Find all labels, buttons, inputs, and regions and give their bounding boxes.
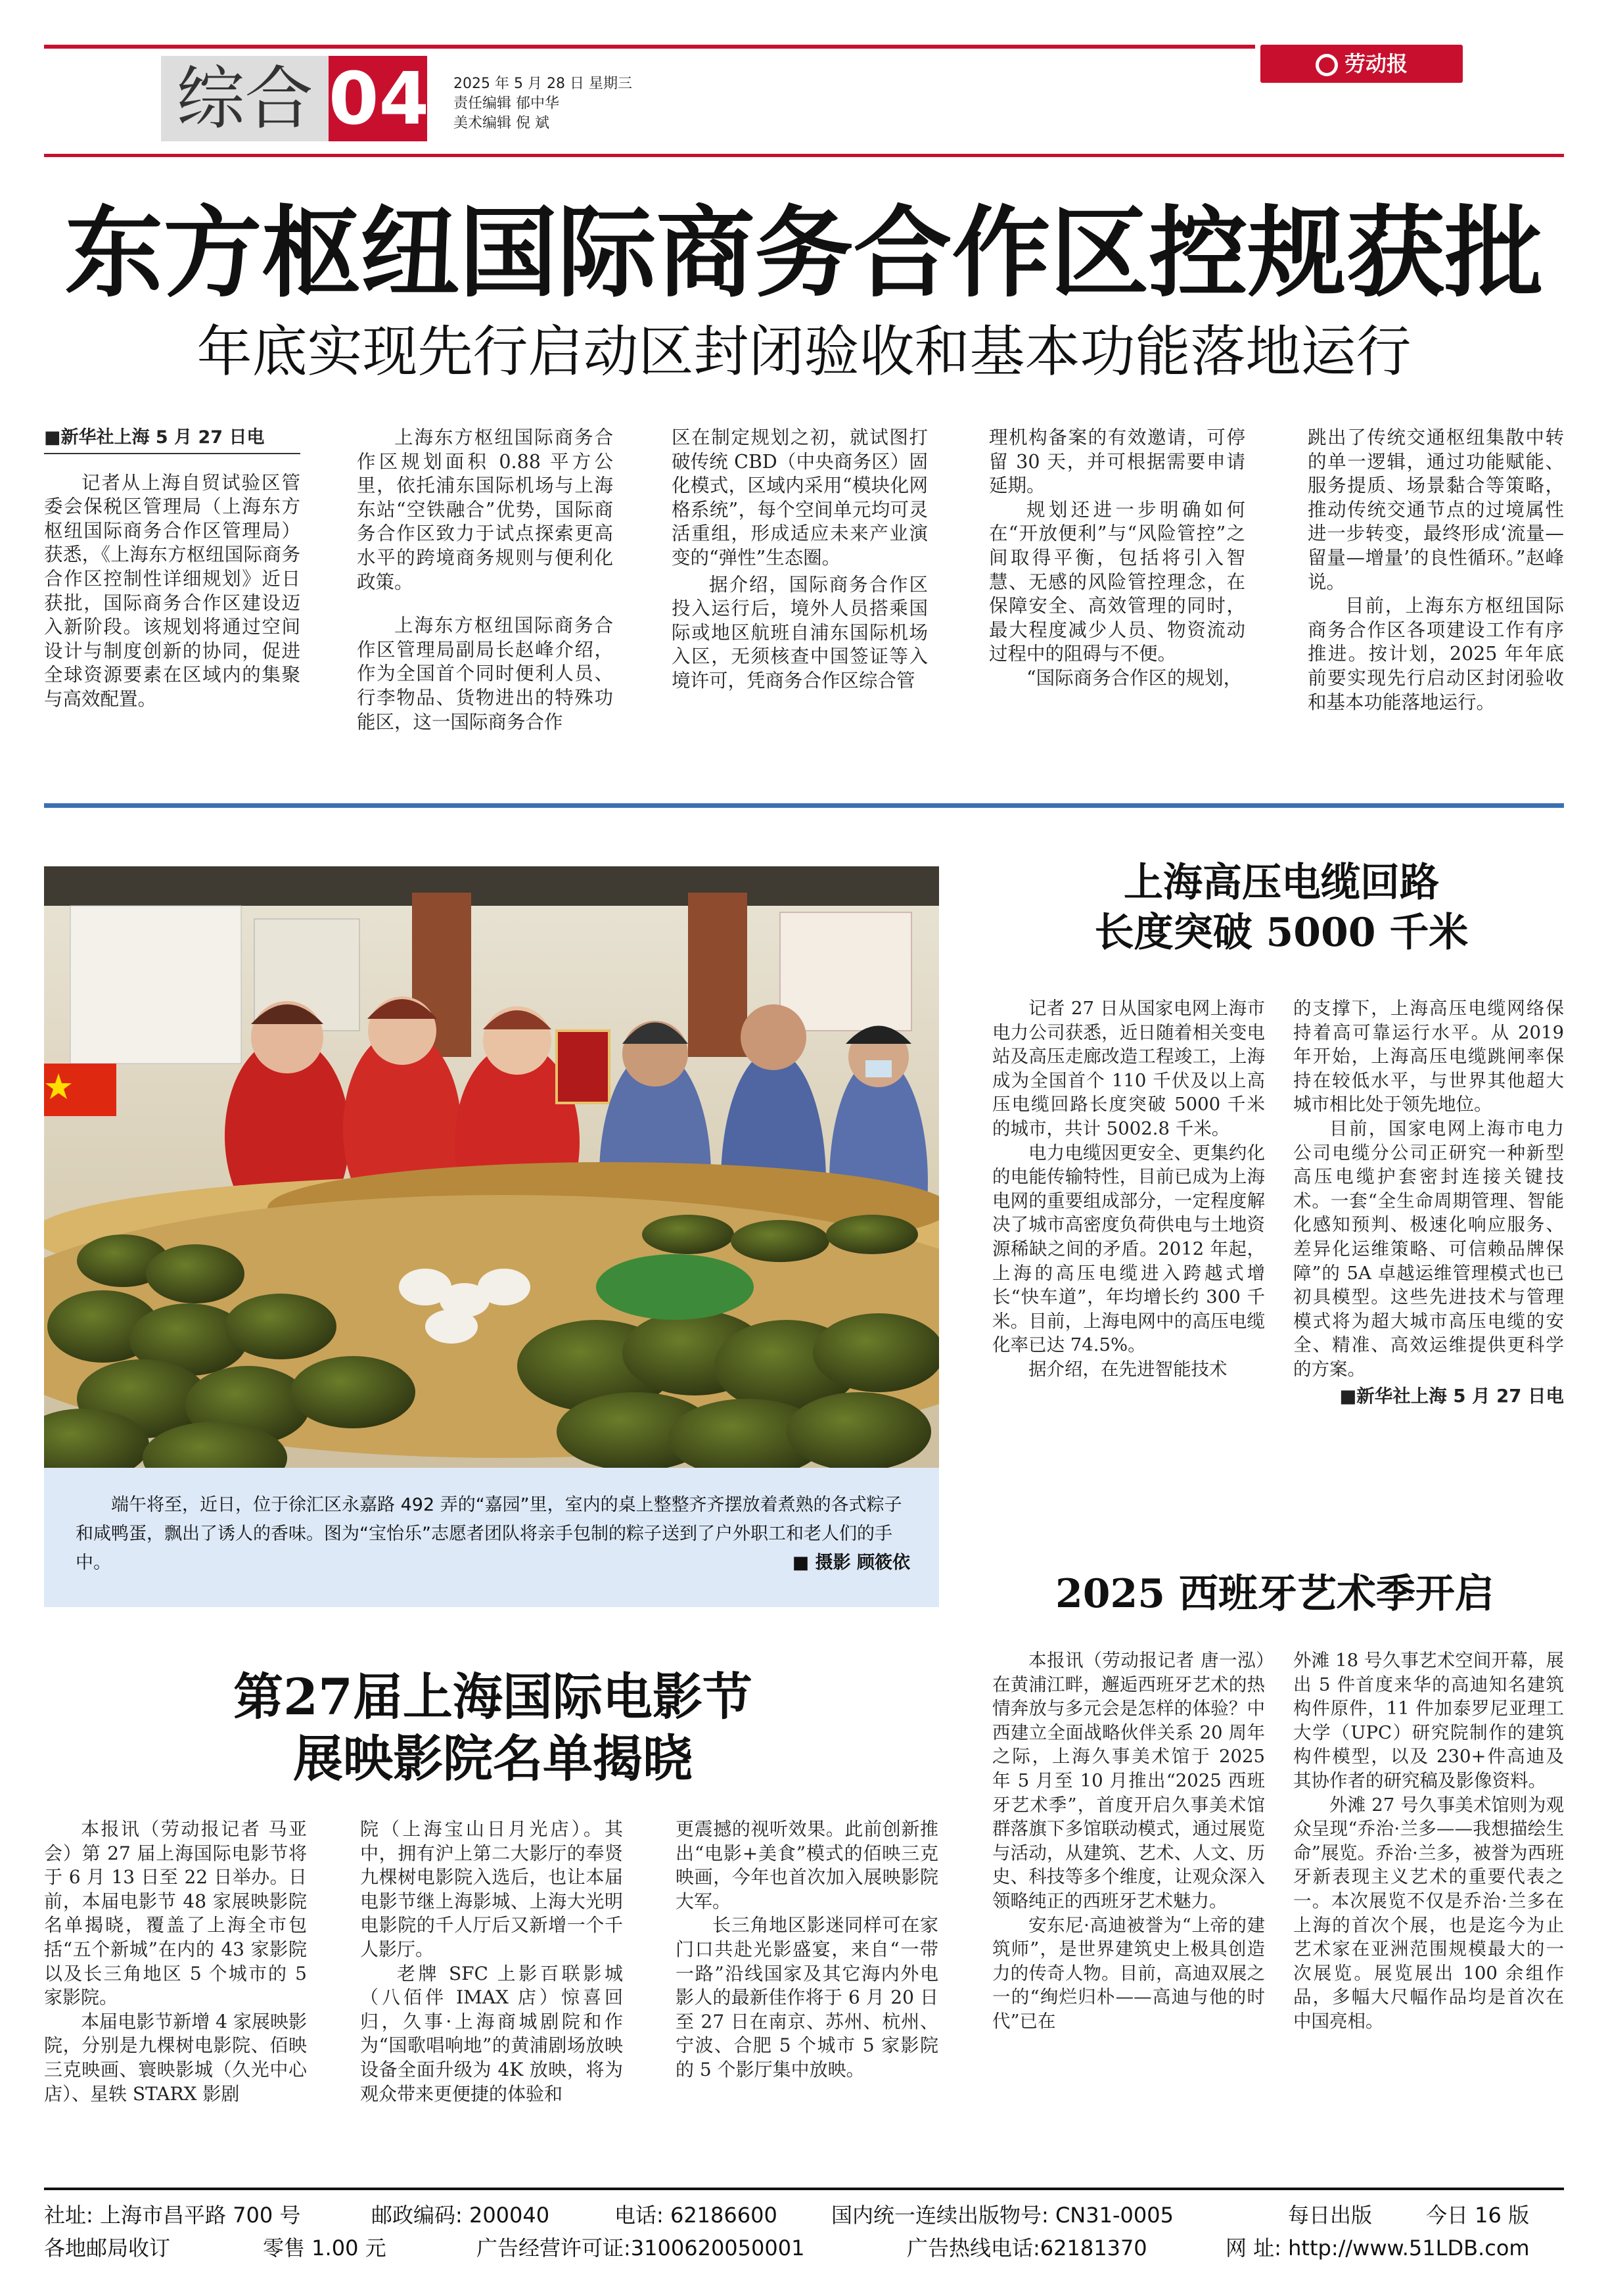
photo-caption bbox=[76, 1491, 910, 1578]
film-headline-line1: 第27届上海国际电影节 bbox=[233, 1668, 752, 1726]
lead-subheadline: 年底实现先行启动区封闭验收和基本功能落地运行 bbox=[196, 319, 1412, 384]
footer-postal-code: 邮政编码: 200040 bbox=[371, 2203, 550, 2228]
cable-headline bbox=[1051, 858, 1511, 958]
film-headline bbox=[131, 1666, 854, 1790]
paragraph: 外滩 18 号久事艺术空间开幕，展出 5 件首度来华的高迪知名建筑构件原件，11 件加泰罗尼亚理工大学（UPC）研究院制作的建筑构件模型，以及 230+件高迪及其协作者的研究稿及影像资料。 bbox=[1293, 1650, 1564, 1791]
logo-icon bbox=[1316, 54, 1338, 76]
paragraph: 规划还进一步明确如何在“开放便利”与“风险管控”之间取得平衡，包括将引入智慧、无感的风险管控理念，在保障安全、高效管理的同时，最大程度减少人员、物资流动过程中的阻碍与不便。 bbox=[989, 498, 1245, 665]
photo-credit: ■ 摄影 顾筱依 bbox=[792, 1553, 910, 1573]
spain-headline: 2025 西班牙艺术季开启 bbox=[1055, 1571, 1494, 1617]
cable-headline-line1: 上海高压电缆回路 bbox=[1124, 860, 1439, 906]
lead-column-4 bbox=[989, 426, 1245, 691]
paragraph: 据介绍，国际商务合作区投入运行后，境外人员搭乘国际或地区航班自浦东国际机场入区，无须核查中国签证等入境许可，凭商务合作区综合管 bbox=[672, 573, 928, 691]
paragraph: 长三角地区影迷同样可在家门口共赴光影盛宴，来自“一带一路”沿线国家及其它海内外电影人的最新佳作将于 6 月 20 日至 27 日在南京、苏州、杭州、宁波、合肥 5 个城市 5 家影院的 5 个影厅集中放映。 bbox=[676, 1914, 938, 2080]
lead-column-1 bbox=[44, 426, 300, 712]
footer-rule bbox=[44, 2188, 1564, 2190]
zongzi-volunteers-image bbox=[44, 866, 939, 1468]
lead-dateline: ■新华社上海 5 月 27 日电 bbox=[44, 426, 300, 454]
lead-column-3 bbox=[672, 426, 928, 693]
paragraph: 目前，国家电网上海市电力公司电缆分公司正研究一种新型高压电缆护套密封连接关键技术。一套“全生命周期管理、智能化感知预判、极速化响应服务、差异化运维策略、可信赖品牌保障”的 5A 卓越运维管理模式也已初具模型。这些先进技术与管理模式将为超大城市高压电缆的安全、精准、高效运维提供更科学的方案。 bbox=[1293, 1117, 1564, 1380]
cable-column-2 bbox=[1293, 996, 1564, 1408]
issue-date: 2025 年 5 月 28 日 星期三 bbox=[453, 76, 632, 92]
page-number: 04 bbox=[329, 57, 430, 141]
news-photo bbox=[44, 866, 939, 1468]
paragraph: 记者从上海自贸试验区管委会保税区管理局（上海东方枢纽国际商务合作区管理局）获悉，《上海东方枢纽国际商务合作区控制性详细规划》近日获批，国际商务合作区建设迈入新阶段。该规划将通过空间设计与制度创新的协同，促进全球资源要素在区域内的集聚与高效配置。 bbox=[44, 471, 300, 710]
newspaper-logo bbox=[1260, 45, 1463, 83]
spain-column-2 bbox=[1293, 1649, 1564, 2034]
lead-column-5 bbox=[1308, 426, 1564, 715]
footer-pages: 今日 16 版 bbox=[1426, 2203, 1530, 2228]
paragraph: 本届电影节新增 4 家展映影院，分别是九棵树电影院、佰映三克映画、寰映影城（久光中心店）、星轶 STARX 影剧 bbox=[44, 2010, 307, 2105]
paragraph: 更震撼的视听效果。此前创新推出“电影+美食”模式的佰映三克映画，今年也首次加入展映影院大军。 bbox=[676, 1818, 938, 1912]
footer-ad-license: 广告经营许可证:3100620050001 bbox=[476, 2236, 805, 2261]
paragraph: 理机构备案的有效邀请，可停留 30 天，并可根据需要申请延期。 bbox=[989, 427, 1245, 497]
film-headline-line2: 展映影院名单揭晓 bbox=[293, 1729, 693, 1788]
cable-headline-line2: 长度突破 5000 千米 bbox=[1094, 910, 1469, 956]
footer-daily: 每日出版 bbox=[1288, 2203, 1373, 2228]
paragraph: 外滩 27 号久事美术馆则为观众呈现“乔治·兰多——我想描绘生命”展览。乔治·兰多，被誉为西班牙新表现主义艺术的重要代表之一。本次展览不仅是乔治·兰多在上海的首次个展，也是迄今为止艺术家在亚洲范围规模最大的一次展览。展览展出 100 余组作品，多幅大尺幅作品均是首次在中国亮相。 bbox=[1293, 1794, 1564, 2032]
header-top-rule bbox=[44, 45, 1255, 49]
film-column-1 bbox=[44, 1817, 307, 2106]
paragraph: 上海东方枢纽国际商务合作区规划面积 0.88 平方公里，依托浦东国际机场与上海东站“空铁融合”优势，国际商务合作区致力于试点探索更高水平的跨境商务规则与便利化政策。 bbox=[357, 427, 613, 593]
film-column-2 bbox=[360, 1817, 623, 2106]
footer-phone: 电话: 62186600 bbox=[614, 2203, 777, 2228]
cable-column-1 bbox=[992, 996, 1265, 1382]
footer-address: 社址: 上海市昌平路 700 号 bbox=[44, 2203, 301, 2228]
paragraph: 本报讯（劳动报记者 马亚会）第 27 届上海国际电影节将于 6 月 13 日至 22 日举办。日前，本届电影节 48 家展映影院名单揭晓，覆盖了上海全市包括“五个新城”在内的 43 家影院以及长三角地区 5 个城市的 5 家影院。 bbox=[44, 1818, 307, 2009]
paragraph: 的支撑下，上海高压电缆网络保持着高可靠运行水平。从 2019 年开始，上海高压电缆跳闸率保持在较低水平，与世界其他超大城市相比处于领先地位。 bbox=[1293, 998, 1564, 1115]
footer-subscription: 各地邮局收订 bbox=[44, 2236, 171, 2261]
paragraph: 老牌 SFC 上影百联影城（八佰伴 IMAX 店）惊喜回归，久事·上海商城剧院和作为“国歌唱响地”的黄浦剧场放映设备全面升级为 4K 放映，将为观众带来更便捷的体验和 bbox=[360, 1962, 623, 2105]
paragraph: 电力电缆因更安全、更集约化的电能传输特性，目前已成为上海电网的重要组成部分，一定程度解决了城市高密度负荷供电与土地资源稀缺之间的矛盾。2012 年起，上海的高压电缆进入跨越式增长“快车道”，年均增长约 300 千米。目前，上海电网中的高压电缆化率已达 74.5%。 bbox=[992, 1142, 1265, 1356]
logo-text: 劳动报 bbox=[1344, 51, 1408, 76]
footer-publication-no: 国内统一连续出版物号: CN31-0005 bbox=[831, 2203, 1174, 2228]
cable-dateline: ■新华社上海 5 月 27 日电 bbox=[1339, 1385, 1564, 1407]
paragraph: 区在制定规划之初，就试图打破传统 CBD（中央商务区）固化模式，区域内采用“模块化网格系统”，每个空间单元均可灵活重组，形成适应未来产业演变的“弹性”生态圈。 bbox=[672, 427, 928, 569]
paragraph: 上海东方枢纽国际商务合作区管理局副局长赵峰介绍，作为全国首个同时便利人员、行李物品、货物进出的特殊功能区，这一国际商务合作 bbox=[357, 615, 613, 733]
section-label: 综合 bbox=[161, 56, 329, 141]
paragraph: 记者 27 日从国家电网上海市电力公司获悉，近日随着相关变电站及高压走廊改造工程竣工，上海成为全国首个 110 千伏及以上高压电缆回路长度突破 5000 千米的城市，共计 5002.8 千米。 bbox=[992, 998, 1265, 1139]
footer-website: 网 址: http://www.51LDB.com bbox=[1226, 2236, 1530, 2261]
lead-column-2 bbox=[357, 426, 613, 734]
caption-text: 端午将至，近日，位于徐汇区永嘉路 492 弄的“嘉园”里，室内的桌上整整齐齐摆放着煮熟的各式粽子和咸鸭蛋，飘出了诱人的香味。图为“宝怡乐”志愿者团队将亲手包制的粽子送到了户外职工和老人们的手中。 bbox=[76, 1495, 902, 1573]
paragraph: 安东尼·高迪被誉为“上帝的建筑师”，是世界建筑史上极具创造力的传奇人物。目前，高迪双展之一的“绚烂归朴——高迪与他的时代”已在 bbox=[992, 1914, 1265, 2032]
header-bottom-rule bbox=[44, 154, 1564, 157]
editor-line: 责任编辑 郁中华 bbox=[453, 95, 559, 112]
paragraph: 目前，上海东方枢纽国际商务合作区各项建设工作有序推进。按计划，2025 年年底前要实现先行启动区封闭验收和基本功能落地运行。 bbox=[1308, 595, 1564, 713]
paragraph: 本报讯（劳动报记者 唐一泓）在黄浦江畔，邂逅西班牙艺术的热情奔放与多元会是怎样的体验？中西建立全面战略伙伴关系 20 周年之际，上海久事美术馆于 2025 年 5 月至 10 月推出“2025 西班牙艺术季”，首度开启久事美术馆群落旗下多馆联动模式，通过展览与活动，从建筑、艺术、人文、历史、科技等多个维度，让观众深入领略纯正的西班牙艺术魅力。 bbox=[992, 1650, 1265, 1911]
paragraph: 据介绍，在先进智能技术 bbox=[1028, 1358, 1228, 1380]
film-column-3 bbox=[676, 1817, 938, 2082]
paragraph: 跳出了传统交通枢纽集散中转的单一逻辑，通过功能赋能、服务提质、场景黏合等策略，推动传统交通节点的过境属性进一步转变，最终形成‘流量—留量—增量’的良性循环。”赵峰说。 bbox=[1308, 427, 1564, 593]
lead-headline: 东方枢纽国际商务合作区控规获批 bbox=[64, 195, 1544, 311]
paragraph: 院（上海宝山日月光店）。其中，拥有沪上第二大影厅的奉贤九棵树电影院入选后，也让本届电影节继上海影城、上海大光明电影院的千人厅后又新增一个千人影厅。 bbox=[360, 1818, 623, 1960]
paragraph: “国际商务合作区的规划， bbox=[1026, 667, 1243, 689]
section-divider bbox=[44, 803, 1564, 808]
footer-price: 零售 1.00 元 bbox=[263, 2236, 386, 2261]
footer-ad-hotline: 广告热线电话:62181370 bbox=[907, 2236, 1147, 2261]
spain-column-1 bbox=[992, 1649, 1265, 2034]
art-editor-line: 美术编辑 倪 斌 bbox=[453, 115, 549, 131]
